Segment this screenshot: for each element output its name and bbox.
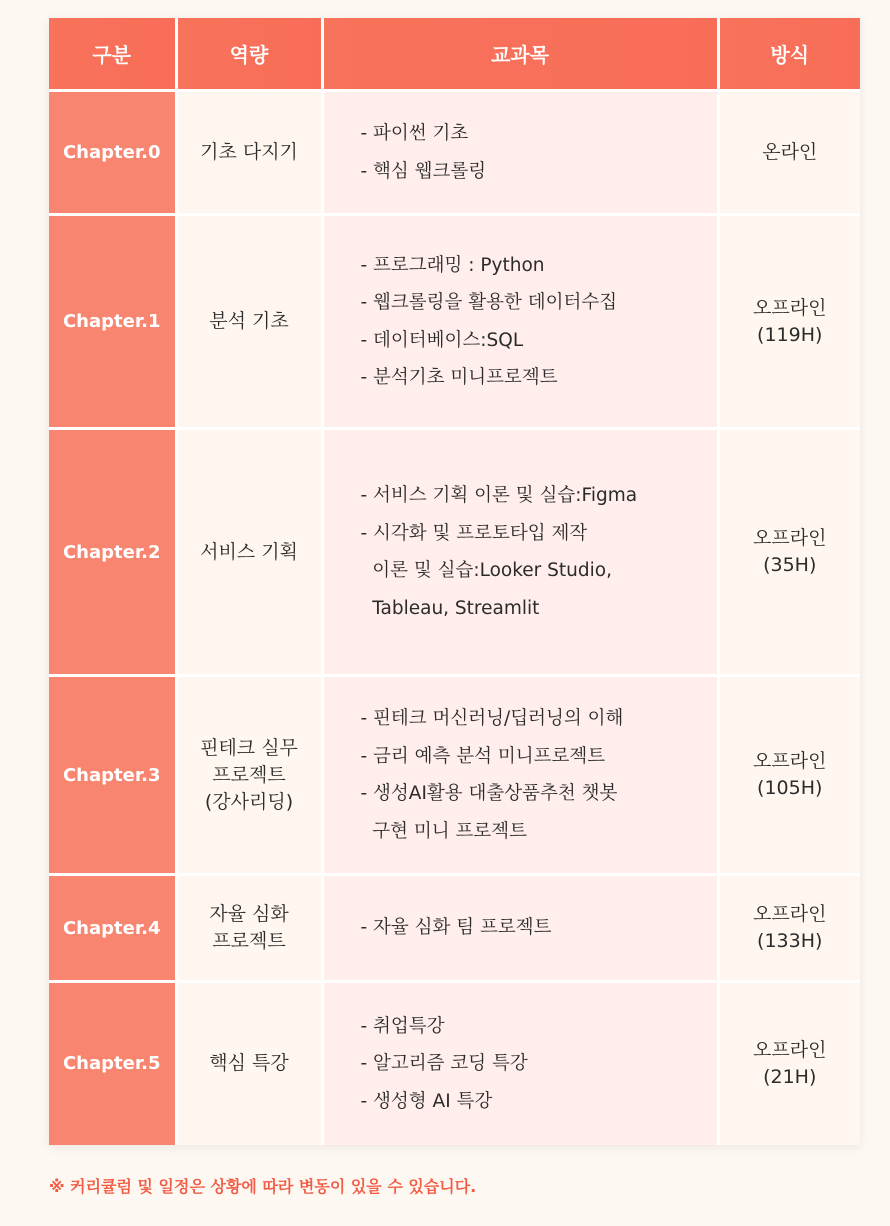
chapter-cell: Chapter.3 (49, 676, 176, 875)
competency-line: 자율 심화 (209, 903, 289, 925)
header-category: 구분 (49, 18, 176, 91)
chapter-cell: Chapter.0 (49, 91, 176, 215)
subject-list (324, 115, 717, 190)
subject-item: - 파이썬 기초 (360, 123, 469, 144)
competency-cell (176, 91, 322, 215)
method-line: (105H) (757, 777, 823, 799)
method-line: (119H) (757, 323, 823, 346)
subject-cell (322, 982, 718, 1145)
method-line: (133H) (757, 930, 823, 952)
competency-cell (176, 676, 322, 875)
subject-list (324, 1008, 717, 1121)
method-cell (718, 982, 860, 1145)
curriculum-table (49, 18, 860, 1145)
subject-item: - 생성형 AI 특강 (360, 1090, 493, 1112)
header-competency: 역량 (176, 18, 322, 91)
method-line: (35H) (763, 554, 817, 576)
table-row (49, 429, 860, 676)
method-cell (718, 676, 860, 875)
method-line: 오프라인 (753, 527, 827, 549)
method-cell (718, 429, 860, 676)
subject-item: - 자율 심화 팀 프로젝트 (360, 917, 552, 939)
subject-item: Tableau, Streamlit (360, 597, 540, 619)
table-row (49, 875, 860, 982)
subject-item: - 웹크롤링을 활용한 데이터수집 (360, 292, 618, 313)
competency-line: (강사리딩) (204, 790, 294, 813)
subject-item: - 시각화 및 프로토타입 제작 (360, 522, 588, 544)
method-cell (718, 875, 860, 982)
method-line: 오프라인 (753, 903, 827, 925)
table-row (49, 215, 860, 429)
subject-item: - 분석기초 미니프로젝트 (360, 367, 558, 388)
method-cell (718, 215, 860, 429)
subject-item: - 알고리즘 코딩 특강 (360, 1053, 528, 1074)
subject-cell (322, 676, 718, 875)
subject-item: - 프로그래밍 : Python (360, 254, 545, 276)
subject-cell (322, 91, 718, 215)
subject-item: - 서비스 기획 이론 및 실습:Figma (360, 485, 638, 506)
method-cell (718, 91, 860, 215)
chapter-cell: Chapter.1 (49, 215, 176, 429)
subject-item: - 데이터베이스:SQL (360, 329, 524, 351)
subject-list (324, 477, 717, 627)
header-method: 방식 (718, 18, 860, 91)
competency-line: 기초 다지기 (200, 141, 298, 163)
competency-cell (176, 215, 322, 429)
competency-line: 프로젝트 (212, 763, 286, 786)
footnote: ※ 커리큘럼 및 일정은 상황에 따라 변동이 있을 수 있습니다. (49, 1177, 477, 1196)
table-row (49, 676, 860, 875)
competency-line: 분석 기초 (209, 310, 289, 332)
table-header-row (49, 18, 860, 91)
method-line: 오프라인 (753, 750, 827, 772)
chapter-cell: Chapter.5 (49, 982, 176, 1145)
header-subject: 교과목 (322, 18, 718, 91)
competency-line: 핀테크 실무 (200, 736, 298, 759)
method-line: (21H) (763, 1065, 817, 1088)
subject-cell (322, 875, 718, 982)
subject-list (324, 247, 717, 397)
subject-item: - 핵심 웹크롤링 (360, 160, 487, 182)
subject-list (324, 700, 717, 850)
competency-line: 핵심 특강 (209, 1052, 289, 1075)
subject-item: 이론 및 실습:Looker Studio, (360, 560, 612, 581)
method-line: 오프라인 (753, 296, 827, 319)
chapter-cell: Chapter.2 (49, 429, 176, 676)
subject-item: - 취업특강 (360, 1015, 445, 1037)
subject-item: 구현 미니 프로젝트 (360, 820, 527, 842)
subject-list (324, 909, 717, 947)
competency-cell (176, 982, 322, 1145)
competency-line: 프로젝트 (212, 930, 286, 952)
subject-item: - 생성AI활용 대출상품추천 챗봇 (360, 783, 618, 804)
table-row (49, 91, 860, 215)
chapter-cell: Chapter.4 (49, 875, 176, 982)
subject-cell (322, 429, 718, 676)
competency-line: 서비스 기획 (200, 540, 298, 563)
subject-item: - 핀테크 머신러닝/딥러닝의 이해 (360, 708, 624, 729)
method-line: 오프라인 (753, 1038, 827, 1061)
table-row (49, 982, 860, 1145)
competency-cell (176, 875, 322, 982)
table-body (49, 91, 860, 1145)
subject-item: - 금리 예측 분석 미니프로젝트 (360, 745, 606, 767)
competency-cell (176, 429, 322, 676)
method-line: 온라인 (762, 141, 818, 163)
subject-cell (322, 215, 718, 429)
